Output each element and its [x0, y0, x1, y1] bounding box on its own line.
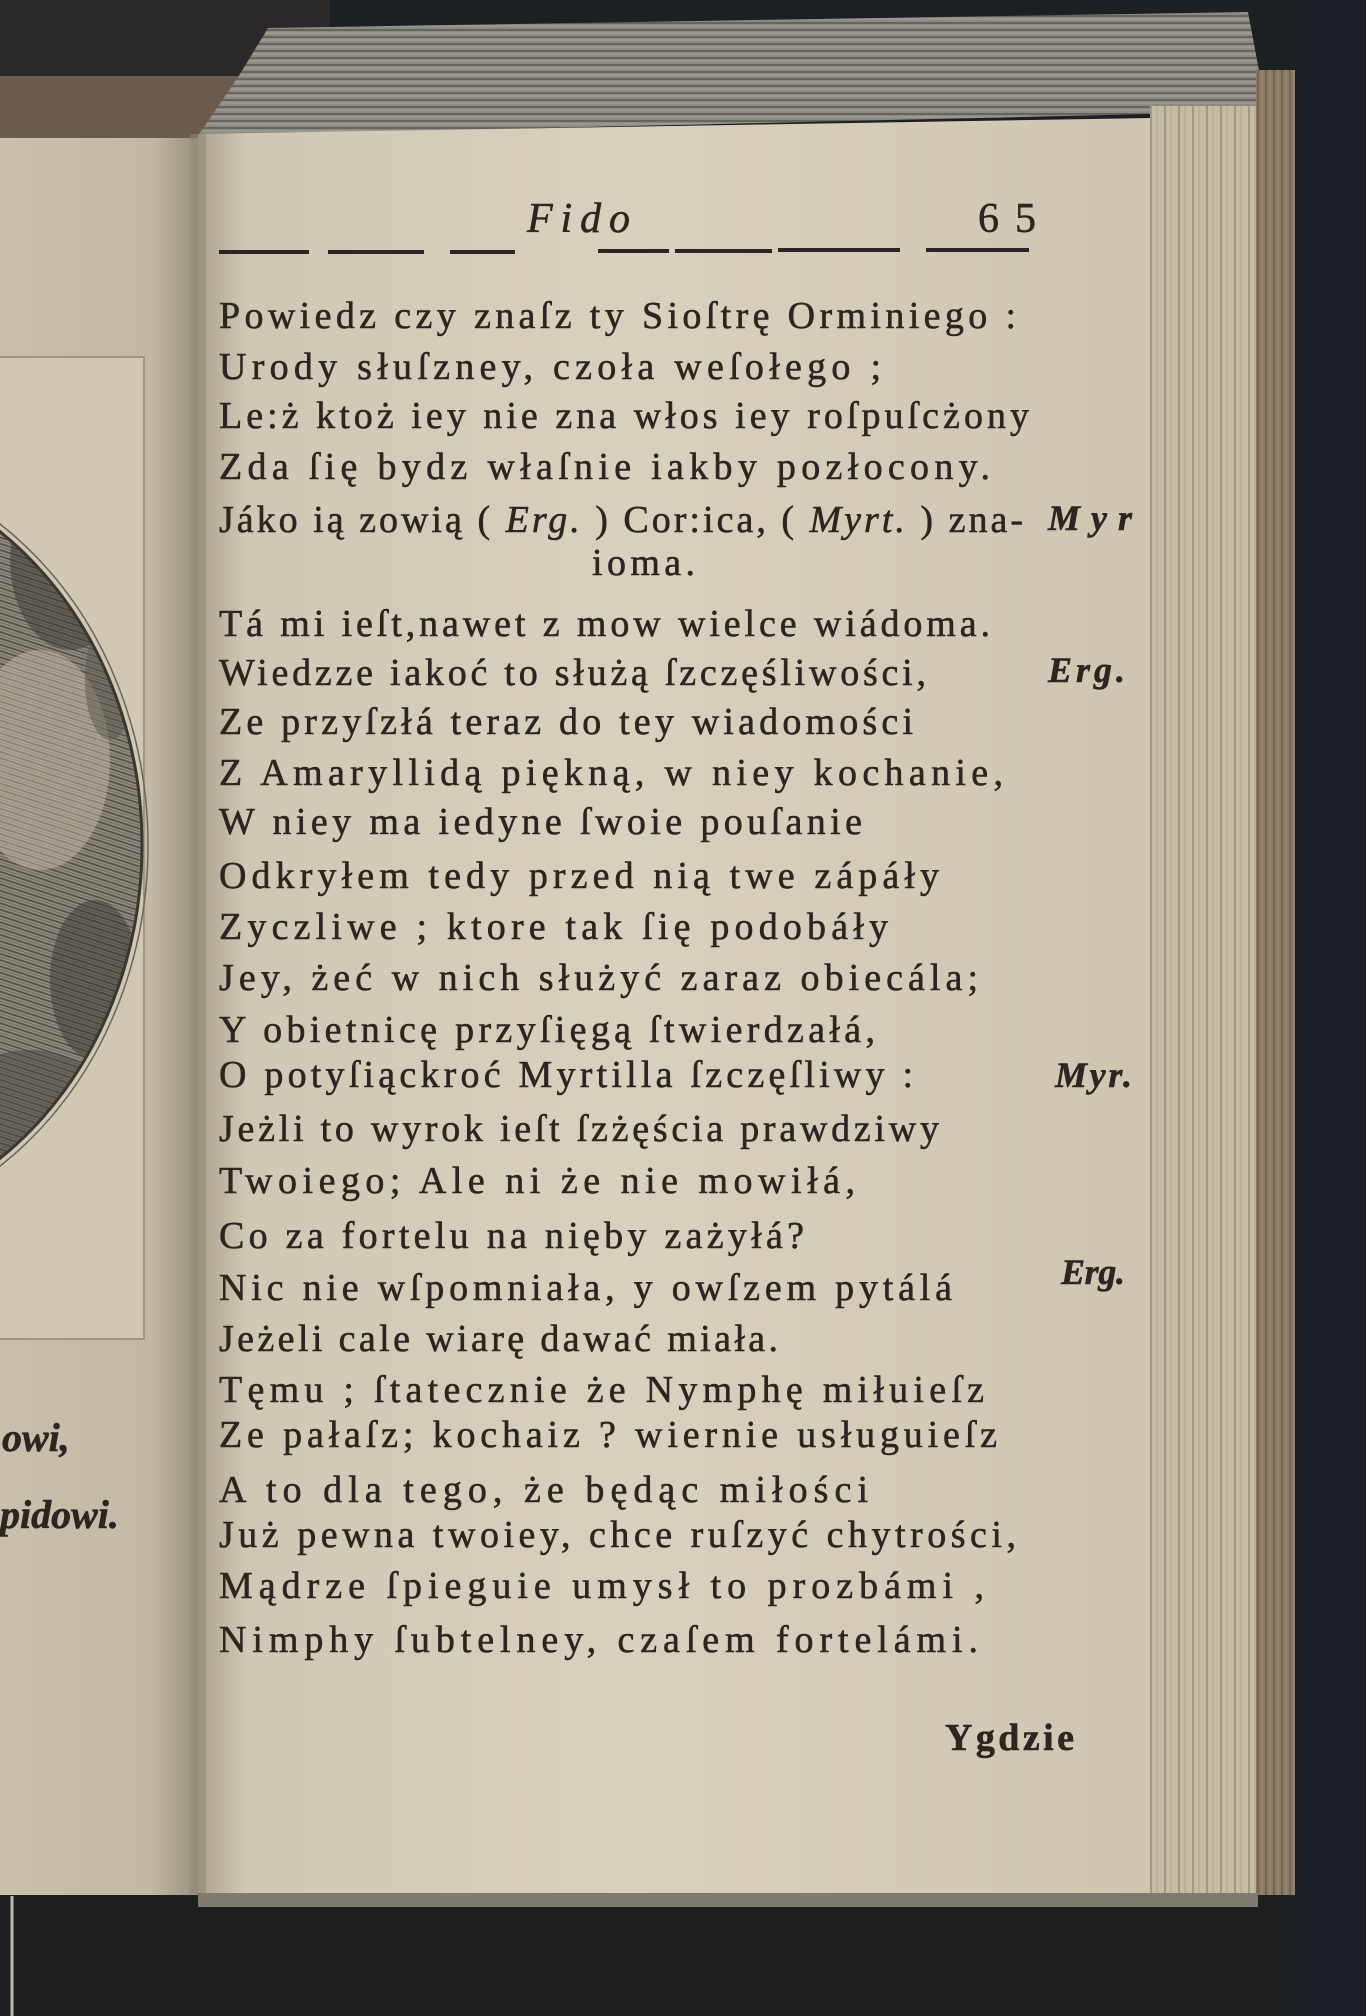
right-dark-margin — [1295, 0, 1366, 2016]
verse-line: Le:ż ktoż iey nie zna włos iey roſpuſcżony — [219, 395, 1029, 437]
verse-line: Ze pałaſz; kochaiz ? wiernie usługuieſz — [219, 1414, 998, 1456]
speaker-margin-note: Myr — [1048, 498, 1132, 538]
speaker-abbreviation: Myrt. — [809, 499, 905, 541]
running-head: Fido — [527, 196, 630, 242]
engraving-illustration — [0, 357, 148, 1339]
verse-line: Jeżli to wyrok ieſt ſzżęścia prawdziwy — [219, 1108, 940, 1150]
verse-line: W niey ma iedyne ſwoie pouſanie — [219, 801, 862, 843]
verse-line: Nic nie wſpomniała, y owſzem pytálá — [219, 1267, 952, 1309]
bottom-shadow — [0, 1895, 1295, 2016]
verse-line: Co za fortelu na nięby zażyłá? — [219, 1215, 804, 1257]
verse-line: Ze przyſzłá teraz do tey wiadomości — [219, 701, 913, 743]
verse-segment: ) Cor:ica, ( — [582, 499, 807, 541]
page-number: 65 — [978, 196, 1036, 242]
verse-line: Z Amaryllidą piękną, w niey kochanie, — [219, 752, 1004, 794]
verse-line: O potyſiąckroć Myrtilla ſzczęſliwy : — [219, 1054, 913, 1096]
verse-line: Powiedz czy znaſz ty Sioſtrę Orminiego : — [219, 295, 1017, 337]
verse-line: Zda ſię bydz właſnie iakby pozłocony. — [219, 446, 990, 488]
verse-line: Nimphy ſubtelney, czaſem fortelámi. — [219, 1619, 978, 1661]
page-edges — [1150, 106, 1258, 1911]
speaker-margin-note: Myr. — [1055, 1055, 1132, 1095]
verse-line: Już pewna twoiey, chce ruſzyć chytrości, — [219, 1514, 1016, 1556]
bottom-page-edges — [198, 1893, 1258, 1907]
verse-line: Y obietnicę przyſięgą ſtwierdzałá, — [219, 1009, 875, 1051]
verse-line: Tęmu ; ſtatecznie że Nymphę miłuieſz — [219, 1369, 984, 1411]
verse-line-continuation: ioma. — [592, 542, 695, 584]
verse-line: A to dla tego, że będąc miłości — [219, 1469, 868, 1511]
outer-page-edge — [1256, 70, 1296, 1935]
verse-line: Urody słuſzney, czoła weſołego ; — [219, 346, 881, 388]
verse-segment: ) zna- — [907, 499, 1024, 541]
facing-page-text: pidowi. — [0, 1492, 119, 1537]
verse-line: Wiedzze iakoć to służą ſzczęśliwości, — [219, 652, 926, 694]
catchword: Ygdzie — [945, 1717, 1074, 1759]
speaker-margin-note: Erg. — [1061, 1252, 1125, 1292]
speaker-abbreviation: Erg. — [505, 499, 580, 541]
verse-line: Mądrze ſpieguie umysł to prozbámi , — [219, 1565, 984, 1607]
verse-line: Twoiego; Ale ni że nie mowiłá, — [219, 1160, 855, 1202]
facing-page-text: owi, — [2, 1415, 70, 1460]
gutter-shadow — [190, 134, 206, 1894]
verse-line: Jey, żeć w nich służyć zaraz obiecála; — [219, 957, 979, 999]
verse-line: Tá mi ieſt,nawet z mow wielce wiádoma. — [219, 603, 990, 645]
verse-line: Odkryłem tedy przed nią twe zápáły — [219, 855, 940, 897]
verse-segment: Jáko ią zowią ( — [219, 499, 503, 541]
speaker-margin-note: Erg. — [1048, 650, 1125, 690]
verse-line: Jeżeli cale wiarę dawać miała. — [219, 1318, 778, 1360]
verse-line: Zyczliwe ; ktore tak ſię podobáły — [219, 906, 888, 948]
